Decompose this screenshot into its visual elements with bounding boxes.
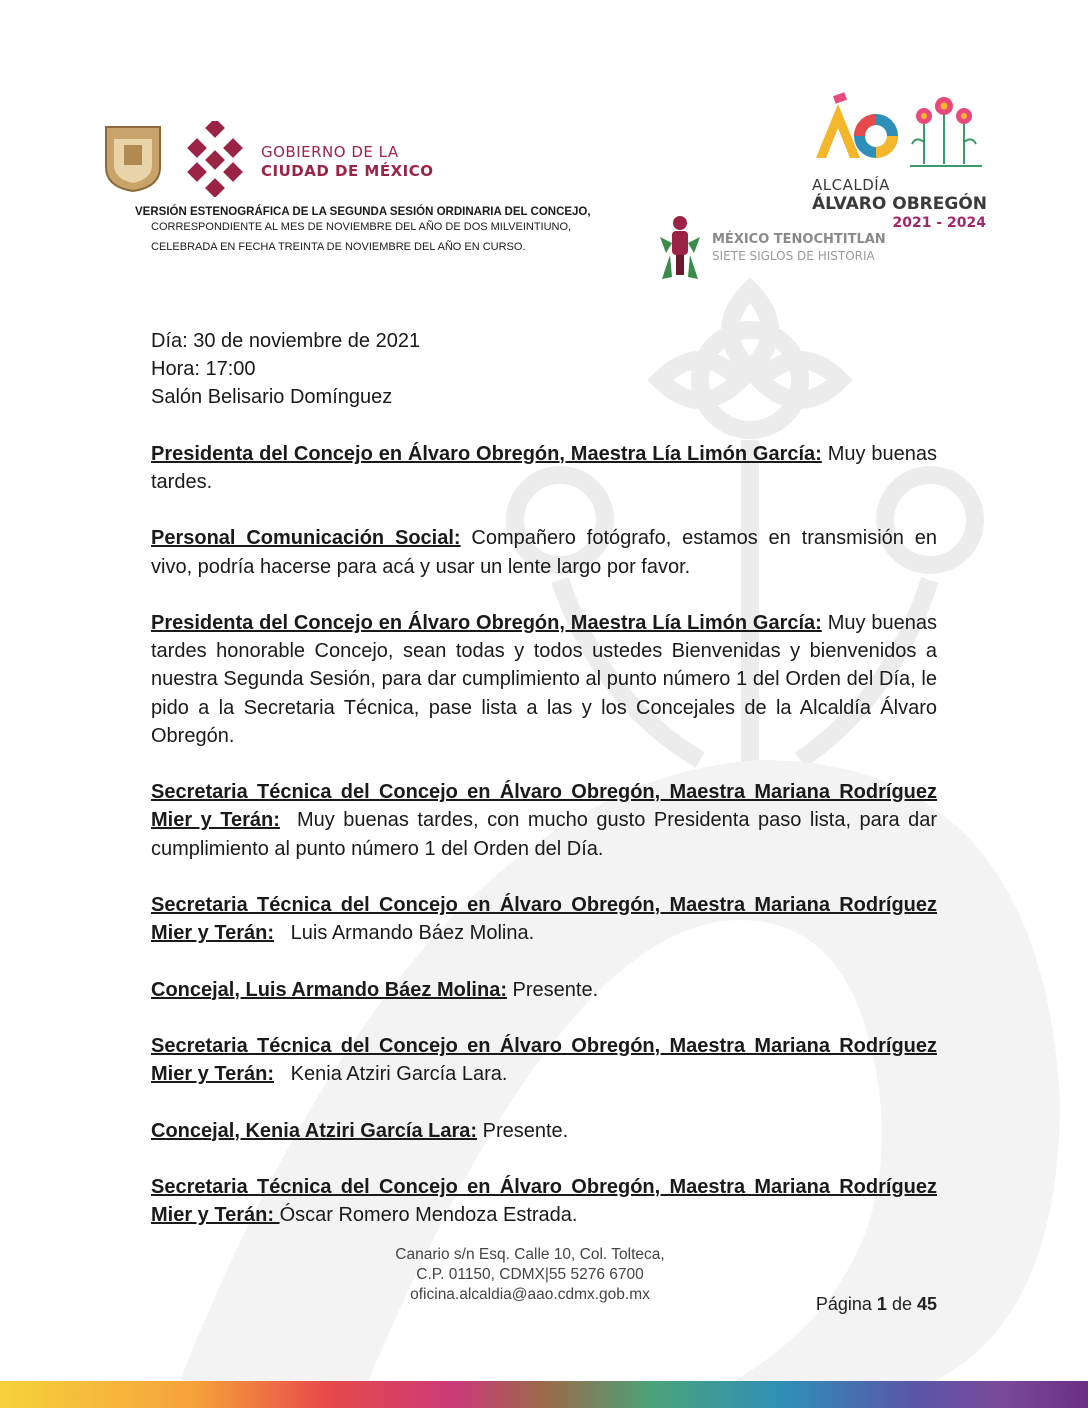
speaker-name: Secretaria Técnica del Concejo en Álvaro Obregón, Maestra Mariana Rodríguez Mier y Terán: xyxy=(151,1175,937,1227)
speech-text: Óscar Romero Mendoza Estrada. xyxy=(279,1204,578,1227)
transcript-entry xyxy=(151,524,937,580)
speaker-name: Secretaria Técnica del Concejo en Álvaro Obregón, Maestra Mariana Rodríguez Mier y Terán: xyxy=(151,893,937,945)
footer-address xyxy=(330,1245,730,1305)
ao-monogram-icon xyxy=(812,92,988,172)
address-email: oficina.alcaldia@aao.cdmx.gob.mx xyxy=(410,1286,650,1303)
coat-of-arms-icon xyxy=(104,125,162,193)
session-date: Día: 30 de noviembre de 2021 xyxy=(151,330,421,352)
alcaldia-name: ÁLVARO OBREGÓN xyxy=(812,194,988,214)
speaker-name: Presidenta del Concejo en Álvaro Obregón, Maestra Lía Limón García: xyxy=(151,442,822,465)
speech-text: Kenia Atziri García Lara. xyxy=(274,1063,508,1086)
cdmx-emblem-icon xyxy=(182,121,248,197)
doc-title-line-1: VERSIÓN ESTENOGRÁFICA DE LA SEGUNDA SESIÓN ORDINARIA DEL CONCEJO, xyxy=(135,206,591,218)
page-of: de xyxy=(886,1294,917,1314)
page-number xyxy=(800,1294,937,1315)
speaker-name: Secretaria Técnica del Concejo en Álvaro Obregón, Maestra Mariana Rodríguez Mier y Terán: xyxy=(151,1034,937,1086)
mexico-line-1: MÉXICO TENOCHTITLAN xyxy=(712,232,886,247)
transcript-entry xyxy=(151,1032,937,1088)
speaker-name: Secretaria Técnica del Concejo en Álvaro Obregón, Maestra Mariana Rodríguez Mier y Terán: xyxy=(151,781,937,832)
transcript-entry xyxy=(151,778,943,863)
transcript-entry xyxy=(151,976,937,1004)
session-place: Salón Belisario Domínguez xyxy=(151,386,393,409)
transcript-entry xyxy=(151,440,937,496)
mexico-tenochtitlan-logo xyxy=(652,213,886,290)
address-line-1: Canario s/n Esq. Calle 10, Col. Tolteca, xyxy=(395,1246,665,1263)
mexico-line-2: SIETE SIGLOS DE HISTORIA xyxy=(712,249,875,263)
speech-text: Presente. xyxy=(506,978,599,1001)
tenochtitlan-figure-icon xyxy=(652,213,708,285)
speech-text: Muy buenas tardes, con mucho gusto Presidenta paso lista, para dar cumplimiento al punto número 1 del Orden del Día. xyxy=(151,809,943,860)
speech-text: Muy buenas tardes honorable Concejo, sean todas y todos ustedes Bienvenidas y bienvenidos a nuestra Segunda Sesión, para dar cumplimiento al punto número 1 del Orden del Día, le pido a la Secretaria Técnica, pase lista a las y los Concejales de la Alcaldía Álvaro Obregón. xyxy=(151,611,937,747)
page-total: 45 xyxy=(916,1294,937,1314)
alcaldia-logo xyxy=(812,92,992,231)
footer-color-bar xyxy=(0,1381,1088,1408)
alcaldia-years: 2021 - 2024 xyxy=(892,215,986,231)
speech-text: Luis Armando Báez Molina. xyxy=(274,922,535,945)
speech-text: Muy buenas tardes. xyxy=(151,442,937,493)
speaker-name: Personal Comunicación Social: xyxy=(151,527,461,550)
page-label: Página xyxy=(815,1294,877,1314)
transcript-entry xyxy=(151,1117,937,1145)
alcaldia-label: ALCALDÍA xyxy=(812,176,890,194)
transcript-entry xyxy=(151,609,937,750)
speech-text: Presente. xyxy=(477,1119,569,1142)
page-current: 1 xyxy=(876,1294,887,1314)
government-name xyxy=(261,143,434,181)
speaker-name: Concejal, Luis Armando Báez Molina: xyxy=(151,978,507,1001)
transcript-entry xyxy=(151,891,937,947)
doc-title-line-2: CORRESPONDIENTE AL MES DE NOVIEMBRE DEL AÑO DE DOS MILVEINTIUNO, xyxy=(151,221,572,233)
gov-line-1: GOBIERNO DE LA xyxy=(261,143,399,161)
transcript-entry xyxy=(151,1173,937,1229)
address-line-2: C.P. 01150, CDMX|55 5276 6700 xyxy=(416,1266,644,1283)
speaker-name: Presidenta del Concejo en Álvaro Obregón, Maestra Lía Limón García: xyxy=(151,611,822,634)
speaker-name: Concejal, Kenia Atziri García Lara: xyxy=(151,1119,478,1142)
doc-title-line-3: CELEBRADA EN FECHA TREINTA DE NOVIEMBRE DEL AÑO EN CURSO. xyxy=(151,241,526,253)
session-time: Hora: 17:00 xyxy=(151,358,256,381)
transcript-body xyxy=(151,327,943,1258)
speech-text: Compañero fotógrafo, estamos en transmisión en vivo, podría hacerse para acá y usar un lente largo por favor. xyxy=(151,527,937,578)
gov-line-2: CIUDAD DE MÉXICO xyxy=(261,162,434,180)
